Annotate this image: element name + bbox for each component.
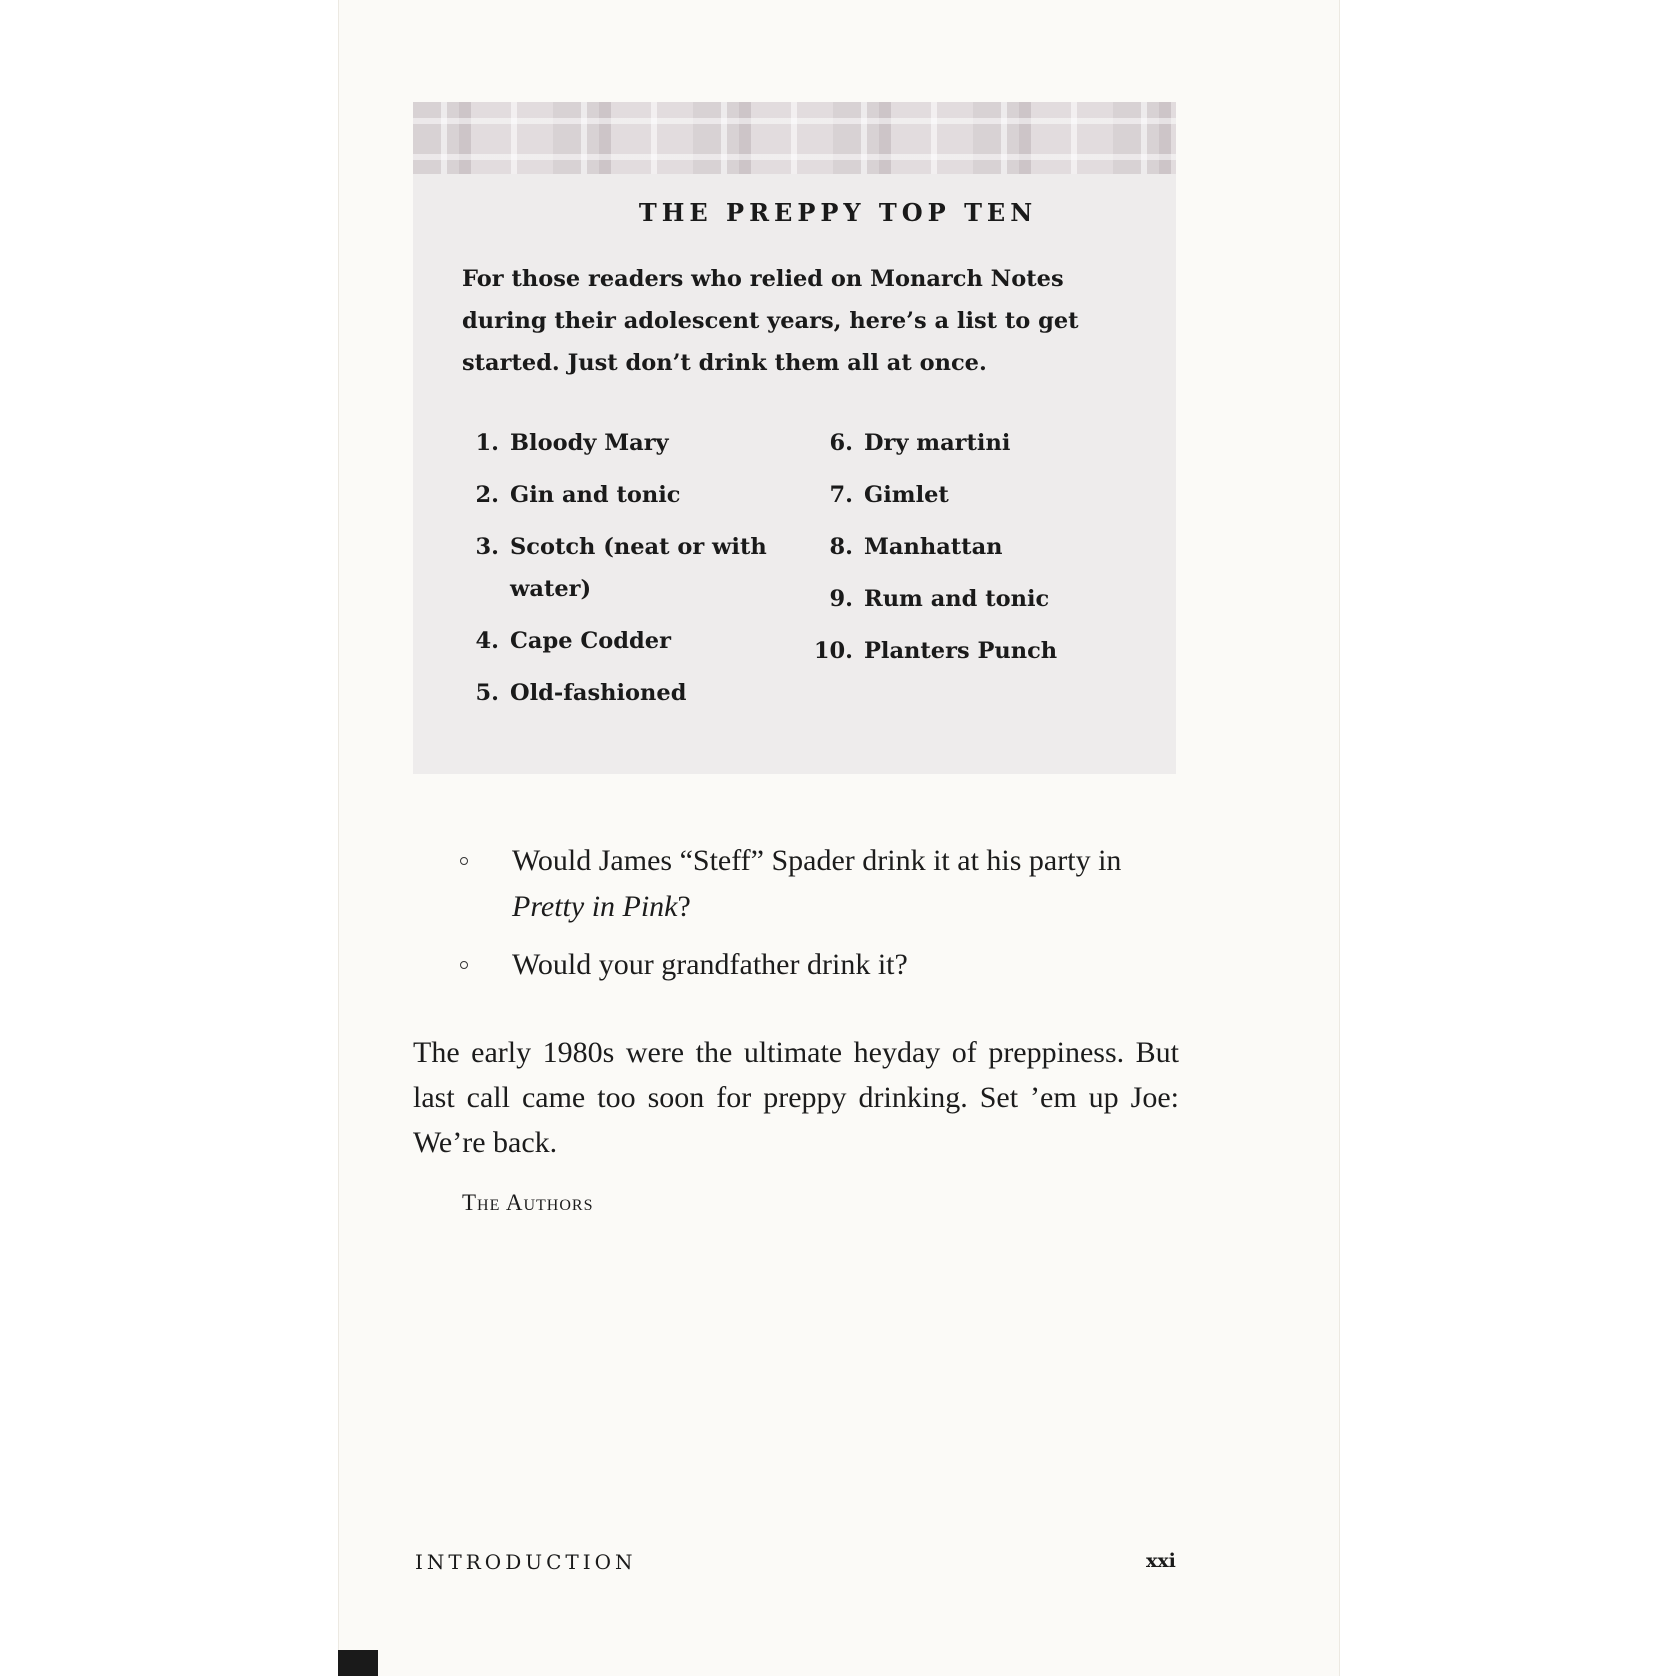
bullet-item [460, 942, 1180, 988]
list-item-label: Manhattan [864, 534, 1003, 560]
plaid-header-band [413, 102, 1176, 174]
list-item-label: Cape Codder [510, 628, 671, 654]
page-edge-shadow [338, 1650, 378, 1676]
film-title: Pretty in Pink [512, 890, 678, 923]
list-item-label: Old-fashioned [510, 680, 687, 706]
list-item [813, 578, 1133, 620]
bullet-item [460, 838, 1180, 930]
page-number: xxi [1146, 1550, 1176, 1572]
list-item-label: Scotch (neat or with water) [510, 534, 767, 602]
list-item-label: Dry martini [864, 430, 1011, 456]
list-number: 1. [475, 430, 499, 456]
list-number: 3. [475, 534, 499, 560]
sidebar-title: THE PREPPY TOP TEN [638, 198, 1038, 227]
list-number: 5. [475, 680, 499, 706]
list-item [465, 474, 785, 516]
list-item [813, 474, 1133, 516]
list-item [813, 526, 1133, 568]
bullet-text: Would your grandfather drink it? [512, 948, 908, 981]
list-item-label: Gin and tonic [510, 482, 681, 508]
list-item [465, 526, 785, 610]
list-item [813, 422, 1133, 464]
sidebar-intro: For those readers who relied on Monarch Notes during their adolescent years, here’s a list to get started. Just don’t drink them all at once. [462, 266, 1079, 376]
drink-list-left [465, 422, 785, 724]
list-number: 10. [813, 638, 853, 664]
list-number: 9. [829, 586, 853, 612]
list-item-label: Gimlet [864, 482, 949, 508]
list-item [465, 672, 785, 714]
drink-list-right [813, 422, 1133, 682]
bullet-text-end: ? [677, 890, 691, 923]
body-paragraph: The early 1980s were the ultimate heyday of preppiness. But last call came too soon for preppy drinking. Set ’em up Joe: We’re back. [413, 1036, 1179, 1159]
list-item [465, 620, 785, 662]
list-number: 2. [475, 482, 499, 508]
list-number: 6. [829, 430, 853, 456]
list-number: 7. [829, 482, 853, 508]
bullet-text: Would James “Steff” Spader drink it at his party in [512, 844, 1122, 877]
list-number: 8. [829, 534, 853, 560]
bullet-icon [460, 857, 468, 865]
list-item [465, 422, 785, 464]
list-item-label: Bloody Mary [510, 430, 669, 456]
question-bullets [460, 838, 1180, 1000]
running-footer-section: INTRODUCTION [415, 1550, 637, 1574]
bullet-icon [460, 961, 468, 969]
list-item [813, 630, 1133, 672]
list-item-label: Rum and tonic [864, 586, 1050, 612]
list-number: 4. [475, 628, 499, 654]
list-item-label: Planters Punch [864, 638, 1058, 664]
signature: The Authors [462, 1190, 594, 1215]
